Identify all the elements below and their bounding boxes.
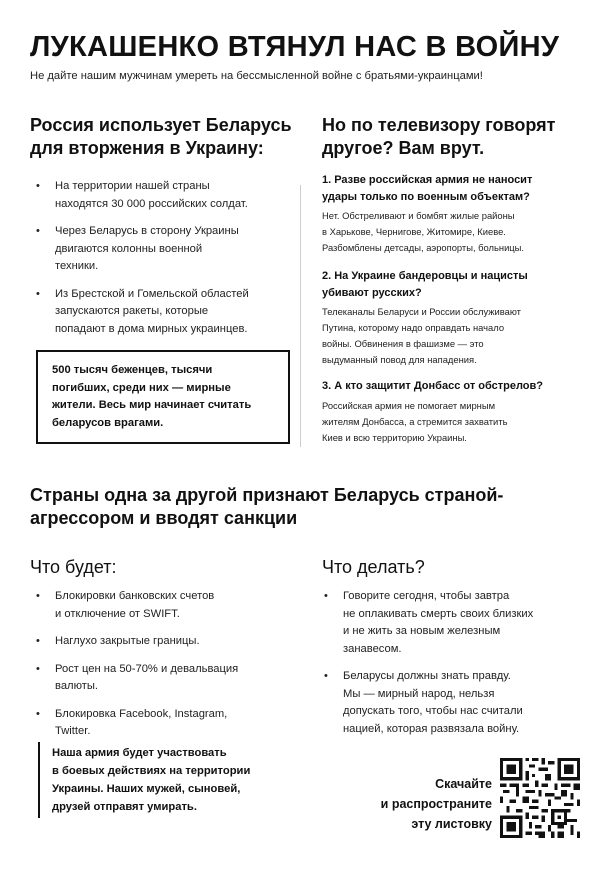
left-bullet-list [30,178,300,348]
list-item: • Говорите сегодня, чтобы завтра не оплакивать смерть своих близких и не жить за новым железным занавесом. [324,590,534,655]
list-item: • Блокировки банковских счетов и отключение от SWIFT. [36,590,215,620]
bullet-icon: • [36,662,40,675]
bullet-icon: • [36,287,40,300]
list-item: • Блокировка Facebook, Instagram, Twitter. [36,707,228,737]
army-warning-box: Наша армия будет участвовать в боевых действиях на территории Украины. Наших мужей, сыновей, друзей отправят умирать. [38,742,278,818]
column-divider [300,185,301,447]
bullet-icon: • [324,590,328,602]
qr-code-icon[interactable] [500,758,580,838]
refugees-callout-box: 500 тысяч беженцев, тысячи погибших, среди них — мирные жители. Весь мир начинает считать беларусов врагами. [36,350,290,444]
download-cta: Скачайте и распространите эту листовку [380,777,492,831]
list-item: • Беларусы должны знать правду. Мы — мирный народ, нельзя допускать того, чтобы нас считали нацией, которая развязала войну. [324,670,523,735]
bullet-icon: • [36,225,40,237]
right-heading [322,114,555,160]
page-title: ЛУКАШЕНКО ВТЯНУЛ НАС В ВОЙНУ [30,31,560,63]
bullet-icon: • [36,180,40,192]
qa-item-3: 3. А кто защитит Донбасс от обстрелов? Российская армия не помогает мирным жителям Донбасса, а стремится захватить Киев и всю территорию Украины. [322,380,544,443]
list-item: • Из Брестской и Гомельской областей запускаются ракеты, которые попадают в дома мирных украинцев. [36,287,249,335]
left-heading-line1: Россия использует Беларусь [30,115,292,135]
list-item: • Рост цен на 50-70% и девальвация валюты. [36,662,239,692]
page-subtitle: Не дайте нашим мужчинам умереть на бессмысленной войне с братьями-украинцами! [30,70,483,82]
what-will-be-heading: Что будет: [30,557,117,577]
right-heading-line1: Но по телевизору говорят [322,115,556,135]
bullet-icon: • [324,670,328,682]
what-to-do-list [318,588,598,748]
left-heading-line2: для вторжения в Украину: [30,138,264,158]
qa-item-1: 1. Разве российская армия не наносит удары только по военным объектам? Нет. Обстреливают и бомбят жилые районы в Харькове, Чернигове, Житомире, Киеве. Разбомблены детсады, аэропорты, больницы. [322,174,533,253]
what-to-do-heading: Что делать? [322,557,425,577]
bullet-icon: • [36,707,40,720]
bullet-icon: • [36,635,40,647]
list-item: • Наглухо закрытые границы. [30,633,300,651]
bullet-icon: • [36,590,40,602]
list-item: • На территории нашей страны находятся 30 000 российских солдат. [36,180,248,210]
what-will-be-list [30,588,300,751]
sanctions-heading: Страны одна за другой признают Беларусь страной- агрессором и вводят санкции [30,485,504,528]
list-item: • Через Беларусь в сторону Украины двигаются колонны военной техники. [36,225,239,272]
left-heading [30,114,292,160]
right-heading-line2: другое? Вам врут. [322,138,485,158]
qa-item-2: 2. На Украине бандеровцы и нацисты убивают русских? Телеканалы Беларуси и России обслуживают Путина, которому надо оправдать начало войны. Обвинения в фашизме — это выдуманный повод для нападения. [322,270,528,365]
